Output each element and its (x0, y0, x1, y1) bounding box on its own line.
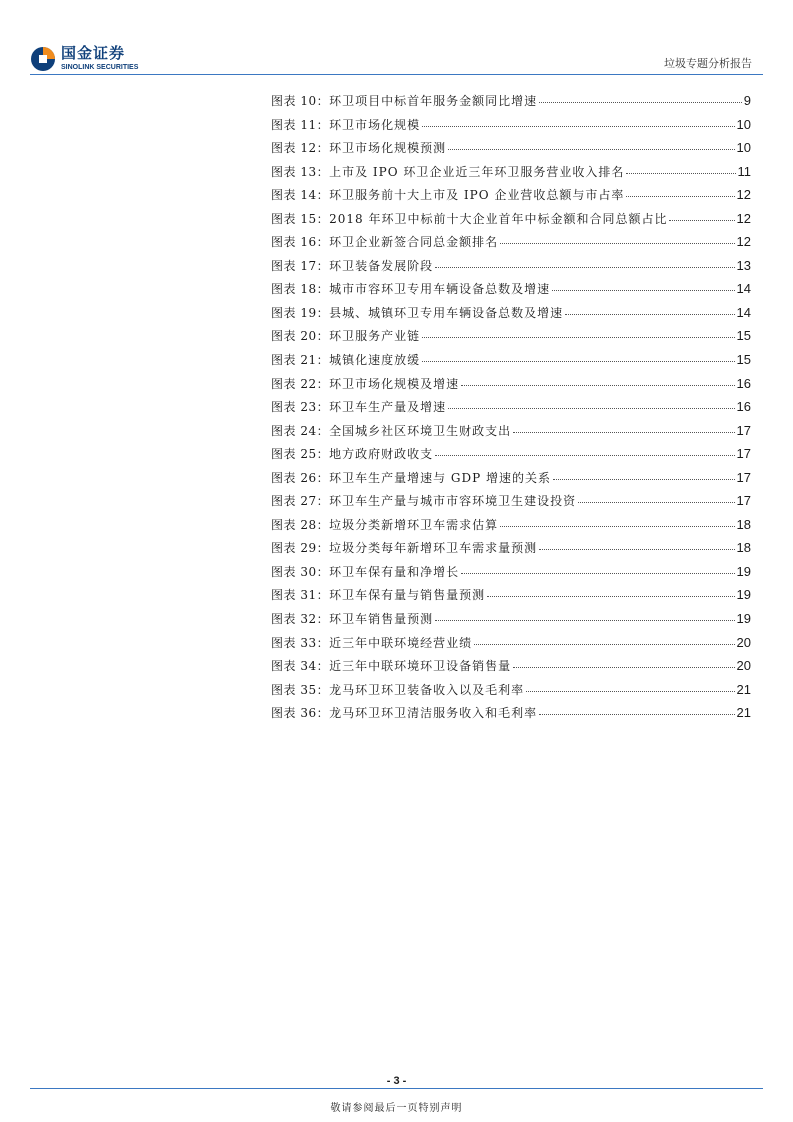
toc-dot-leader (461, 384, 734, 386)
toc-entry[interactable] (271, 186, 751, 210)
toc-entry-page: 9 (743, 93, 751, 108)
toc-entry[interactable] (271, 539, 751, 563)
toc-entry-page: 14 (736, 304, 751, 320)
toc-entry-page: 20 (736, 658, 751, 674)
toc-entry[interactable] (271, 327, 751, 351)
toc-entry-label: 图表 22： (271, 376, 330, 391)
toc-dot-leader (552, 289, 734, 291)
toc-entry-page: 15 (736, 352, 751, 368)
toc-dot-leader (461, 572, 734, 574)
toc-entry-title: 近三年中联环境环卫设备销售量 (329, 659, 512, 674)
toc-entry-page: 17 (736, 446, 751, 462)
toc-entry[interactable] (271, 398, 751, 422)
logo-chinese-name: 国金证券 (61, 44, 126, 62)
toc-entry-label: 图表 32： (271, 612, 330, 627)
company-logo (30, 46, 138, 72)
toc-entry-title: 环卫车生产量及增速 (329, 400, 447, 415)
toc-entry-page: 20 (736, 634, 751, 650)
toc-entry[interactable] (271, 422, 751, 446)
toc-entry-page: 12 (736, 234, 751, 250)
toc-entry-page: 19 (736, 587, 751, 603)
toc-entry-label: 图表 11： (271, 117, 330, 132)
toc-entry-label: 图表 10： (271, 94, 330, 108)
toc-entry-title: 环卫车保有量与销售量预测 (329, 588, 486, 603)
toc-dot-leader (500, 242, 734, 244)
toc-entry-title: 垃圾分类每年新增环卫车需求量预测 (329, 541, 538, 556)
toc-dot-leader (539, 101, 742, 103)
toc-dot-leader (565, 313, 734, 315)
toc-dot-leader (487, 595, 734, 597)
toc-entry[interactable] (271, 257, 751, 281)
toc-dot-leader (553, 478, 735, 480)
toc-entry-page: 17 (736, 493, 751, 509)
toc-entry-title: 环卫市场化规模及增速 (329, 376, 460, 391)
toc-dot-leader (626, 172, 735, 174)
toc-dot-leader (435, 454, 734, 456)
toc-entry-title: 全国城乡社区环境卫生财政支出 (329, 423, 512, 438)
toc-entry-page: 15 (736, 328, 751, 344)
toc-entry-page: 13 (736, 257, 751, 273)
toc-entry-title: 环卫项目中标首年服务金额同比增速 (329, 94, 538, 108)
toc-dot-leader (669, 219, 734, 221)
sinolink-logo-icon (30, 46, 56, 72)
toc-entry-title: 环卫车保有量和净增长 (329, 564, 460, 579)
toc-entry-page: 19 (736, 563, 751, 579)
toc-entry[interactable] (271, 445, 751, 469)
toc-entry-label: 图表 12： (271, 141, 330, 156)
toc-entry-label: 图表 16： (271, 235, 330, 250)
toc-entry-title: 环卫市场化规模 (329, 117, 421, 132)
toc-dot-leader (500, 525, 734, 527)
footer-divider (30, 1088, 763, 1089)
toc-entry-label: 图表 30： (271, 564, 330, 579)
toc-entry[interactable] (271, 280, 751, 304)
toc-entry-title: 环卫市场化规模预测 (329, 141, 447, 156)
toc-dot-leader (448, 407, 734, 409)
toc-entry-title: 近三年中联环境经营业绩 (329, 635, 473, 650)
toc-entry-page: 12 (736, 210, 751, 226)
toc-entry-title: 环卫车生产量与城市市容环境卫生建设投资 (329, 494, 577, 509)
toc-entry-title: 龙马环卫环卫清洁服务收入和毛利率 (329, 706, 538, 721)
toc-entry-label: 图表 33： (271, 635, 330, 650)
toc-entry[interactable] (271, 469, 751, 493)
disclaimer-note: 敬请参阅最后一页特别声明 (330, 1103, 463, 1114)
toc-dot-leader (626, 195, 734, 197)
toc-entry-label: 图表 19： (271, 305, 330, 320)
toc-entry[interactable] (271, 351, 751, 375)
toc-entry-label: 图表 29： (271, 541, 330, 556)
toc-entry-label: 图表 31： (271, 588, 330, 603)
toc-entry-title: 环卫服务前十大上市及 IPO 企业营收总额与市占率 (329, 188, 625, 203)
header-divider (30, 74, 763, 75)
toc-dot-leader (578, 501, 734, 503)
page-header (0, 0, 793, 80)
toc-entry-title: 垃圾分类新增环卫车需求估算 (329, 517, 499, 532)
toc-entry-page: 17 (736, 469, 751, 485)
toc-entry-label: 图表 34： (271, 659, 330, 674)
toc-entry-page: 17 (736, 422, 751, 438)
toc-entry[interactable] (271, 210, 751, 234)
toc-entry-page: 19 (736, 611, 751, 627)
toc-dot-leader (513, 431, 734, 433)
toc-entry-label: 图表 27： (271, 494, 330, 509)
toc-entry[interactable] (271, 563, 751, 587)
toc-entry-label: 图表 35： (271, 682, 330, 697)
toc-entry-label: 图表 25： (271, 447, 330, 462)
toc-entry-title: 环卫车生产量增速与 GDP 增速的关系 (329, 470, 552, 485)
toc-dot-leader (539, 548, 734, 550)
toc-dot-leader (435, 619, 734, 621)
toc-entry[interactable] (271, 375, 751, 399)
toc-entry-title: 地方政府财政收支 (329, 447, 434, 462)
toc-entry-label: 图表 15： (271, 211, 330, 226)
toc-entry-label: 图表 23： (271, 400, 330, 415)
toc-entry[interactable] (271, 586, 751, 610)
report-type: 垃圾专题分析报告 (664, 57, 752, 70)
toc-entry-title: 龙马环卫环卫装备收入以及毛利率 (329, 682, 525, 697)
toc-entry[interactable] (271, 233, 751, 257)
toc-entry[interactable] (271, 681, 751, 705)
toc-entry[interactable] (271, 634, 751, 658)
toc-entry[interactable] (271, 610, 751, 634)
toc-dot-leader (526, 690, 734, 692)
toc-entry-page: 16 (736, 399, 751, 415)
toc-entry-page: 10 (736, 140, 751, 156)
toc-entry-page: 21 (736, 681, 751, 697)
toc-entry-title: 环卫车销售量预测 (329, 612, 434, 627)
toc-entry-label: 图表 14： (271, 188, 330, 203)
toc-entry-page: 18 (736, 540, 751, 556)
toc-entry[interactable] (271, 139, 751, 163)
page-number: - 3 - (386, 1075, 407, 1087)
logo-english-name: SINOLINK SECURITIES (61, 64, 139, 71)
toc-dot-leader (422, 360, 734, 362)
toc-dot-leader (448, 148, 734, 150)
toc-entry-title: 上市及 IPO 环卫企业近三年环卫服务营业收入排名 (329, 164, 625, 179)
toc-entry-title: 环卫企业新签合同总金额排名 (329, 235, 499, 250)
toc-dot-leader (422, 125, 734, 127)
toc-entry[interactable] (271, 116, 751, 140)
toc-entry-label: 图表 28： (271, 517, 330, 532)
toc-entry[interactable] (271, 516, 751, 540)
toc-dot-leader (422, 336, 734, 338)
toc-entry-label: 图表 36： (271, 706, 330, 721)
toc-entry[interactable] (271, 92, 751, 116)
toc-entry-title: 环卫服务产业链 (329, 329, 421, 344)
toc-entry[interactable] (271, 492, 751, 516)
toc-entry-title: 城市市容环卫专用车辆设备总数及增速 (329, 282, 551, 297)
toc-entry-page: 16 (736, 375, 751, 391)
figure-index-list (271, 92, 751, 728)
toc-dot-leader (513, 666, 734, 668)
toc-dot-leader (435, 266, 734, 268)
toc-entry-label: 图表 20： (271, 329, 330, 344)
toc-entry-label: 图表 17： (271, 258, 330, 273)
toc-entry-label: 图表 26： (271, 470, 330, 485)
toc-entry-page: 10 (736, 116, 751, 132)
toc-entry-title: 环卫装备发展阶段 (329, 258, 434, 273)
toc-entry[interactable] (271, 657, 751, 681)
toc-entry[interactable] (271, 163, 751, 187)
toc-entry-page: 21 (736, 705, 751, 721)
toc-entry-label: 图表 18： (271, 282, 330, 297)
toc-entry[interactable] (271, 704, 751, 728)
toc-entry-title: 2018 年环卫中标前十大企业首年中标金额和合同总额占比 (329, 211, 668, 226)
toc-entry-label: 图表 21： (271, 353, 330, 368)
toc-entry-page: 12 (736, 187, 751, 203)
toc-entry-page: 14 (736, 281, 751, 297)
toc-entry-label: 图表 24： (271, 423, 330, 438)
toc-entry-page: 11 (737, 163, 751, 179)
toc-dot-leader (474, 643, 734, 645)
toc-entry[interactable] (271, 304, 751, 328)
toc-dot-leader (539, 713, 734, 715)
toc-entry-title: 城镇化速度放缓 (329, 353, 421, 368)
toc-entry-title: 县城、城镇环卫专用车辆设备总数及增速 (329, 305, 564, 320)
toc-entry-page: 18 (736, 516, 751, 532)
toc-entry-label: 图表 13： (271, 164, 330, 179)
